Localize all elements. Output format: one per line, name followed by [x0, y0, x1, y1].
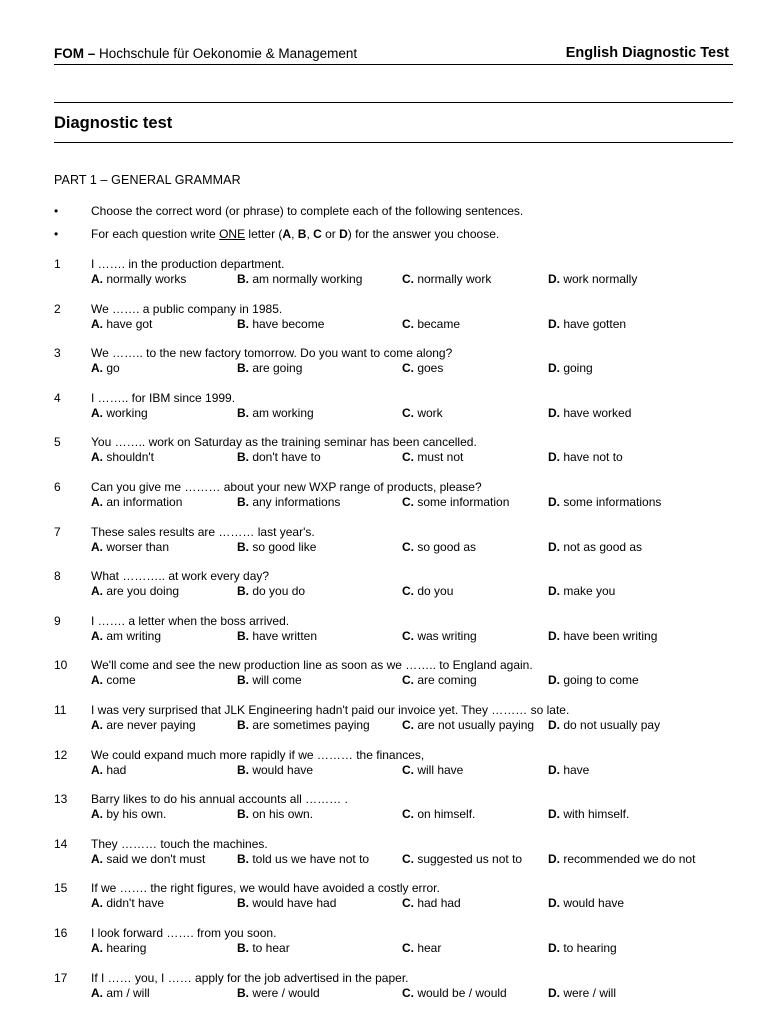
answer-option-c [402, 406, 443, 420]
answer-option-a [91, 852, 205, 866]
option-text: would have [249, 763, 314, 777]
option-letter: B. [237, 584, 249, 598]
option-letter: C. [402, 852, 414, 866]
option-text: some information [414, 495, 510, 509]
bullet-dot: • [54, 227, 59, 241]
answer-option-a [91, 317, 152, 331]
answer-option-b [237, 986, 320, 1000]
option-letter: B. [237, 629, 249, 643]
page-title: Diagnostic test [54, 114, 173, 132]
option-letter: D. [548, 361, 560, 375]
question-stem: They ……… touch the machines. [91, 837, 268, 851]
option-text: hearing [103, 941, 147, 955]
option-letter: A. [91, 406, 103, 420]
answer-option-a [91, 450, 154, 464]
option-text: worser than [103, 540, 170, 554]
question-number: 14 [54, 837, 68, 851]
answer-option-d [548, 763, 589, 777]
option-letter: B. [237, 986, 249, 1000]
answer-option-b [237, 450, 321, 464]
option-text: will have [414, 763, 464, 777]
option-text: are going [249, 361, 303, 375]
answer-option-d [548, 629, 657, 643]
answer-option-d [548, 317, 626, 331]
option-text: have worked [560, 406, 632, 420]
option-letter: D. [548, 673, 560, 687]
option-letter: A. [91, 584, 103, 598]
option-text: will come [249, 673, 302, 687]
answer-option-d [548, 361, 593, 375]
option-letter: D. [548, 852, 560, 866]
option-text: on his own. [249, 807, 314, 821]
answer-option-a [91, 673, 136, 687]
answer-option-c [402, 272, 491, 286]
answer-option-d [548, 941, 617, 955]
answer-option-c [402, 896, 461, 910]
question-item [54, 525, 744, 557]
option-text: have written [249, 629, 318, 643]
option-text: do you do [249, 584, 306, 598]
answer-option-a [91, 361, 120, 375]
option-letter: C. [402, 584, 414, 598]
answer-option-b [237, 718, 370, 732]
option-letter: C. [402, 986, 414, 1000]
answer-option-b [237, 896, 336, 910]
option-text: are sometimes paying [249, 718, 370, 732]
option-text: have gotten [560, 317, 627, 331]
question-number: 17 [54, 971, 68, 985]
option-text: some informations [560, 495, 662, 509]
option-text: normally work [414, 272, 492, 286]
option-text: had had [414, 896, 461, 910]
option-letter: A. [91, 450, 103, 464]
option-text: on himself. [414, 807, 476, 821]
option-letter: A. [91, 317, 103, 331]
title-rule-bottom [54, 142, 733, 143]
question-stem: I look forward ……. from you soon. [91, 926, 277, 940]
option-letter: A. [91, 540, 103, 554]
option-letter: D. [548, 317, 560, 331]
option-text: would have [560, 896, 625, 910]
bullet-dot: • [54, 204, 59, 218]
question-stem: What ……….. at work every day? [91, 569, 270, 583]
option-letter: C. [402, 718, 414, 732]
document-header [54, 44, 733, 65]
option-text: work normally [560, 272, 638, 286]
option-text: are not usually paying [414, 718, 535, 732]
answer-option-d [548, 718, 660, 732]
option-letter: C. [402, 450, 414, 464]
question-stem: If I …… you, I …… apply for the job advertised in the paper. [91, 971, 409, 985]
question-number: 11 [54, 703, 67, 717]
part-heading: PART 1 – GENERAL GRAMMAR [54, 173, 241, 187]
option-letter: B. [237, 272, 249, 286]
answer-option-a [91, 629, 161, 643]
option-letter: A. [91, 361, 103, 375]
answer-option-c [402, 763, 463, 777]
question-stem: We ……. a public company in 1985. [91, 302, 283, 316]
option-letter: B. [237, 763, 249, 777]
option-letter: B. [237, 450, 249, 464]
question-item [54, 748, 744, 780]
emphasis-one: ONE [219, 227, 246, 241]
option-letter: B. [237, 673, 249, 687]
option-letter: D. [548, 986, 560, 1000]
option-letter: A. [91, 495, 103, 509]
option-letter: B. [237, 495, 249, 509]
answer-option-c [402, 540, 476, 554]
question-item [54, 480, 744, 512]
answer-option-c [402, 317, 460, 331]
question-number: 2 [54, 302, 61, 316]
answer-option-a [91, 807, 166, 821]
option-text: am / will [103, 986, 150, 1000]
question-stem: If we ……. the right figures, we would have avoided a costly error. [91, 881, 440, 895]
answer-option-b [237, 361, 302, 375]
option-text: normally works [103, 272, 187, 286]
question-stem: These sales results are ……… last year's. [91, 525, 315, 539]
option-letter: D. [548, 941, 560, 955]
option-text: have become [249, 317, 325, 331]
answer-option-d [548, 986, 616, 1000]
question-number: 15 [54, 881, 68, 895]
option-letter: A. [91, 763, 103, 777]
question-item [54, 346, 744, 378]
option-text: any informations [249, 495, 341, 509]
answer-option-b [237, 272, 362, 286]
option-text: to hear [249, 941, 290, 955]
option-text: said we don't must [103, 852, 206, 866]
question-item [54, 658, 744, 690]
question-item [54, 391, 744, 423]
question-item [54, 837, 744, 869]
option-text: so good as [414, 540, 477, 554]
option-letter: A. [91, 941, 103, 955]
option-text: have got [103, 317, 153, 331]
answer-option-d [548, 673, 639, 687]
answer-option-c [402, 584, 453, 598]
option-letter: D. [548, 718, 560, 732]
option-text: were / will [560, 986, 617, 1000]
question-number: 7 [54, 525, 61, 539]
option-text: was writing [414, 629, 477, 643]
option-text: didn't have [103, 896, 165, 910]
answer-option-c [402, 986, 507, 1000]
answer-option-c [402, 450, 463, 464]
option-text: am writing [103, 629, 162, 643]
question-number: 10 [54, 658, 68, 672]
question-item [54, 569, 744, 601]
option-letter: C. [402, 361, 414, 375]
option-letter: D. [548, 495, 560, 509]
question-number: 5 [54, 435, 61, 449]
option-letter: C. [402, 272, 414, 286]
answer-option-d [548, 272, 637, 286]
option-text: to hearing [560, 941, 617, 955]
question-stem: Barry likes to do his annual accounts all ……… . [91, 792, 348, 806]
question-number: 4 [54, 391, 61, 405]
question-item [54, 302, 744, 334]
question-item [54, 614, 744, 646]
answer-option-a [91, 540, 169, 554]
option-letter: C. [402, 763, 414, 777]
question-number: 6 [54, 480, 61, 494]
answer-option-d [548, 896, 624, 910]
option-text: were / would [249, 986, 320, 1000]
option-letter: B. [237, 361, 249, 375]
question-stem: We …….. to the new factory tomorrow. Do you want to come along? [91, 346, 453, 360]
option-text: would be / would [414, 986, 507, 1000]
option-text: working [103, 406, 148, 420]
option-letter: A. [91, 272, 103, 286]
question-number: 9 [54, 614, 61, 628]
answer-option-c [402, 629, 477, 643]
answer-option-a [91, 272, 186, 286]
option-letter: D. [548, 272, 560, 286]
option-text: so good like [249, 540, 317, 554]
question-item [54, 881, 744, 913]
option-letter: C. [402, 317, 414, 331]
answer-option-a [91, 495, 182, 509]
question-stem: I ……. in the production department. [91, 257, 285, 271]
school-name [54, 46, 357, 61]
school-abbrev: FOM – [54, 46, 96, 61]
answer-option-d [548, 807, 629, 821]
option-text: am working [249, 406, 314, 420]
question-number: 8 [54, 569, 61, 583]
instruction-text: Choose the correct word (or phrase) to complete each of the following sentences. [91, 204, 524, 218]
answer-option-c [402, 852, 522, 866]
answer-option-c [402, 941, 441, 955]
option-letter: B. [237, 406, 249, 420]
option-letter: A. [91, 986, 103, 1000]
answer-option-b [237, 852, 369, 866]
option-letter: D. [548, 584, 560, 598]
option-letter: D. [548, 629, 560, 643]
answer-option-b [237, 807, 313, 821]
question-stem: We'll come and see the new production line as soon as we …….. to England again. [91, 658, 533, 672]
answer-option-b [237, 941, 290, 955]
option-letter: C. [402, 540, 414, 554]
answer-option-b [237, 317, 324, 331]
option-text: had [103, 763, 127, 777]
answer-option-d [548, 852, 695, 866]
option-text: by his own. [103, 807, 167, 821]
question-stem: I ……. a letter when the boss arrived. [91, 614, 290, 628]
option-letter: B. [237, 317, 249, 331]
option-letter: B. [237, 852, 249, 866]
option-text: goes [414, 361, 444, 375]
question-item [54, 926, 744, 958]
option-letter: D. [548, 807, 560, 821]
answer-option-a [91, 584, 179, 598]
option-text: are never paying [103, 718, 196, 732]
question-item [54, 703, 744, 735]
answer-option-b [237, 673, 302, 687]
question-stem: We could expand much more rapidly if we ……… the finances, [91, 748, 425, 762]
option-letter: C. [402, 896, 414, 910]
option-text: became [414, 317, 461, 331]
option-text: don't have to [249, 450, 321, 464]
option-letter: D. [548, 450, 560, 464]
option-letter: B. [237, 718, 249, 732]
option-letter: A. [91, 629, 103, 643]
option-text: not as good as [560, 540, 643, 554]
answer-option-d [548, 540, 642, 554]
option-text: come [103, 673, 136, 687]
answer-option-b [237, 540, 316, 554]
answer-option-c [402, 673, 477, 687]
answer-option-c [402, 361, 443, 375]
option-text: with himself. [560, 807, 630, 821]
option-letter: D. [548, 540, 560, 554]
option-letter: A. [91, 718, 103, 732]
option-letter: C. [402, 629, 414, 643]
answer-option-a [91, 406, 148, 420]
option-text: told us we have not to [249, 852, 370, 866]
answer-option-a [91, 941, 146, 955]
answer-option-d [548, 495, 661, 509]
option-letter: B. [237, 941, 249, 955]
instruction-text: For each question write ONE letter (A, B, C or D) for the answer you choose. [91, 227, 500, 241]
answer-option-b [237, 629, 317, 643]
option-letter: C. [402, 406, 414, 420]
option-text: do you [414, 584, 454, 598]
answer-option-b [237, 763, 313, 777]
option-letter: D. [548, 406, 560, 420]
option-text: hear [414, 941, 442, 955]
option-text: have [560, 763, 590, 777]
option-letter: B. [237, 807, 249, 821]
option-letter: D. [548, 763, 560, 777]
school-full-name: Hochschule für Oekonomie & Management [95, 46, 358, 61]
question-stem: You …….. work on Saturday as the training seminar has been cancelled. [91, 435, 477, 449]
option-letter: A. [91, 896, 103, 910]
option-text: have been writing [560, 629, 658, 643]
question-item [54, 792, 744, 824]
option-text: am normally working [249, 272, 363, 286]
answer-option-d [548, 450, 623, 464]
question-item [54, 257, 744, 289]
question-number: 1 [54, 257, 61, 271]
answer-option-a [91, 896, 164, 910]
answer-option-c [402, 718, 534, 732]
title-rule-top [54, 102, 733, 103]
option-text: going to come [560, 673, 639, 687]
option-text: an information [103, 495, 183, 509]
question-stem: I …….. for IBM since 1999. [91, 391, 236, 405]
question-stem: Can you give me ……… about your new WXP range of products, please? [91, 480, 482, 494]
option-letter: C. [402, 941, 414, 955]
option-text: go [103, 361, 120, 375]
option-letter: C. [402, 673, 414, 687]
option-text: are coming [414, 673, 477, 687]
option-letter: A. [91, 807, 103, 821]
answer-option-b [237, 495, 340, 509]
answer-option-d [548, 584, 615, 598]
question-item [54, 971, 744, 1003]
option-letter: A. [91, 852, 103, 866]
question-number: 12 [54, 748, 68, 762]
answer-option-b [237, 406, 314, 420]
option-text: going [560, 361, 593, 375]
question-number: 16 [54, 926, 68, 940]
question-stem: I was very surprised that JLK Engineering hadn't paid our invoice yet. They ……… so late. [91, 703, 570, 717]
test-title: English Diagnostic Test [565, 45, 729, 61]
answer-option-b [237, 584, 305, 598]
answer-option-d [548, 406, 631, 420]
question-number: 13 [54, 792, 68, 806]
option-letter: B. [237, 540, 249, 554]
option-text: would have had [249, 896, 337, 910]
option-text: must not [414, 450, 464, 464]
option-text: are you doing [103, 584, 180, 598]
option-text: work [414, 406, 443, 420]
option-text: have not to [560, 450, 623, 464]
answer-option-c [402, 807, 475, 821]
answer-option-a [91, 718, 196, 732]
option-letter: C. [402, 807, 414, 821]
option-letter: C. [402, 495, 414, 509]
answer-option-c [402, 495, 509, 509]
option-text: suggested us not to [414, 852, 523, 866]
question-item [54, 435, 744, 467]
option-letter: B. [237, 896, 249, 910]
question-number: 3 [54, 346, 61, 360]
answer-option-a [91, 986, 150, 1000]
option-text: shouldn't [103, 450, 154, 464]
option-text: recommended we do not [560, 852, 696, 866]
option-text: do not usually pay [560, 718, 661, 732]
option-text: make you [560, 584, 616, 598]
answer-option-a [91, 763, 126, 777]
option-letter: A. [91, 673, 103, 687]
option-letter: D. [548, 896, 560, 910]
